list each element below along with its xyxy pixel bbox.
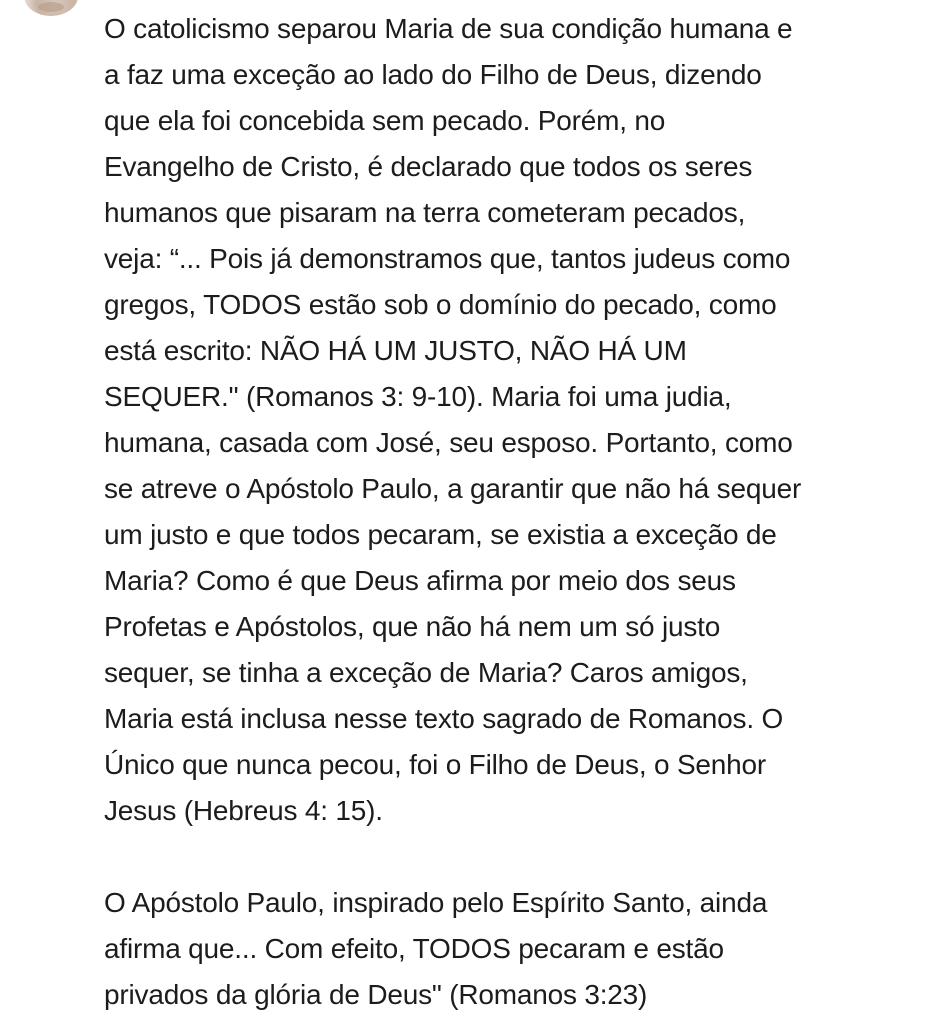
post-paragraph-2: O Apóstolo Paulo, inspirado pelo Espírito Santo, ainda afirma que... Com efeito, TODOS pecaram e estão privados da glória de Deus" (Romanos 3:23) — [104, 887, 768, 1010]
avatar[interactable] — [24, 0, 78, 16]
post-paragraph-1: O catolicismo separou Maria de sua condição humana e a faz uma exceção ao lado do Filho de Deus, dizendo que ela foi concebida sem pecado. Porém, no Evangelho de Cristo, é declarado que todos os seres humanos que pisaram na terra cometeram pecados, veja: “... Pois já demonstramos que, tantos judeus como gregos, TODOS estão sob o domínio do pecado, como está escrito: NÃO HÁ UM JUSTO, NÃO HÁ UM SEQUER." (Romanos 3: 9-10). Maria foi uma judia, humana, casada com José, seu esposo. Portanto, como se atreve o Apóstolo Paulo, a garantir que não há sequer um justo e que todos pecaram, se existia a exceção de Maria? Como é que Deus afirma por meio dos seus Profetas e Apóstolos, que não há nem um só justo sequer, se tinha a exceção de Maria? Caros amigos, Maria está inclusa nesse texto sagrado de Romanos. O Único que nunca pecou, foi o Filho de Deus, o Senhor Jesus (Hebreus 4: 15). — [104, 13, 802, 826]
post-body — [104, 0, 904, 1018]
